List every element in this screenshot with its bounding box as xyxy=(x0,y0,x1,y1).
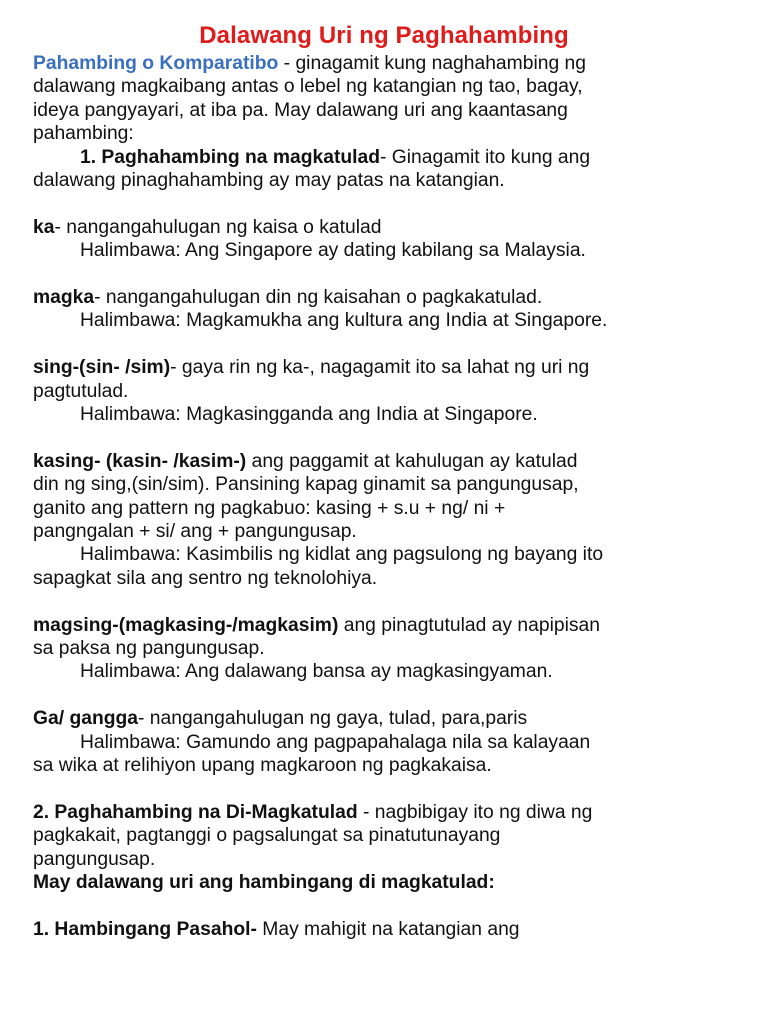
ka-desc: - nangangahulugan ng kaisa o katulad xyxy=(54,216,382,238)
magka-desc: - nangangahulugan din ng kaisahan o pagkakatulad. xyxy=(94,287,543,309)
intro-line-1 xyxy=(33,52,768,75)
intro-line-4: pahambing: xyxy=(33,123,134,145)
ka-term: ka xyxy=(33,216,55,238)
type2-subheading-text: May dalawang uri ang hambingang di magkatulad: xyxy=(33,872,495,894)
ga-example: Halimbawa: Gamundo ang pagpapahalaga nila sa kalayaan xyxy=(80,731,591,753)
magsing-desc: ang pinagtutulad ay napipisan xyxy=(338,614,600,636)
sing-term: sing-(sin- /sim) xyxy=(33,357,171,379)
spacer xyxy=(33,333,768,356)
ka-definition xyxy=(33,216,768,239)
ga-desc: - nangangahulugan ng gaya, tulad, para,paris xyxy=(138,708,528,730)
type2-text-1: - nagbibigay ito ng diwa ng xyxy=(357,801,593,823)
intro-text-1: - ginagamit kung naghahambing ng xyxy=(278,53,586,74)
intro-term: Pahambing o Komparatibo xyxy=(33,53,279,74)
spacer xyxy=(33,263,768,286)
type1-line-2: dalawang pinaghahambing ay may patas na katangian. xyxy=(33,170,505,192)
ga-definition xyxy=(33,707,768,730)
sing-line-2: pagtutulad. xyxy=(33,380,129,402)
spacer xyxy=(33,590,768,613)
kasing-line-4: pangngalan + si/ ang + pangungusap. xyxy=(33,521,357,543)
intro-line-3: ideya pangyayari, at iba pa. May dalawang uri ang kaantasang xyxy=(33,99,568,121)
sing-definition xyxy=(33,356,768,379)
pasahol-desc: May mahigit na katangian ang xyxy=(256,918,520,940)
ka-example: Halimbawa: Ang Singapore ay dating kabilang sa Malaysia. xyxy=(80,240,586,262)
pasahol-term: 1. Hambingang Pasahol- xyxy=(33,918,257,940)
kasing-desc: ang paggamit at kahulugan ay katulad xyxy=(246,450,578,472)
magsing-line-2: sa paksa ng pangungusap. xyxy=(33,638,265,660)
ga-example-2: sa wika at relihiyon upang magkaroon ng pagkakaisa. xyxy=(33,755,492,777)
type2-subheading xyxy=(33,871,768,894)
spacer xyxy=(33,778,768,801)
kasing-example-2: sapagkat sila ang sentro ng teknolohiya. xyxy=(33,567,378,589)
type1-heading: 1. Paghahambing na magkatulad xyxy=(80,146,380,168)
type2-heading-line xyxy=(33,801,768,824)
kasing-example: Halimbawa: Kasimbilis ng kidlat ang pagsulong ng bayang ito xyxy=(80,544,604,566)
type2-heading: 2. Paghahambing na Di-Magkatulad xyxy=(33,801,358,823)
sing-example: Halimbawa: Magkasingganda ang India at Singapore. xyxy=(80,404,538,426)
kasing-definition xyxy=(33,450,768,473)
type1-text-1: - Ginagamit ito kung ang xyxy=(380,146,591,168)
sing-desc: - gaya rin ng ka-, nagagamit ito sa lahat ng uri ng xyxy=(170,357,590,379)
magka-term: magka xyxy=(33,287,95,309)
intro-line-2: dalawang magkaibang antas o lebel ng katangian ng tao, bagay, xyxy=(33,76,583,98)
kasing-line-2: din ng sing,(sin/sim). Pansining kapag ginamit sa pangungusap, xyxy=(33,474,579,496)
spacer xyxy=(33,192,768,215)
magka-example: Halimbawa: Magkamukha ang kultura ang India at Singapore. xyxy=(80,310,608,332)
spacer xyxy=(33,426,768,449)
spacer xyxy=(33,684,768,707)
kasing-term: kasing- (kasin- /kasim-) xyxy=(33,450,247,472)
magka-definition xyxy=(33,286,768,309)
page-title: Dalawang Uri ng Paghahambing xyxy=(199,22,569,49)
magsing-example: Halimbawa: Ang dalawang bansa ay magkasingyaman. xyxy=(80,661,553,683)
spacer xyxy=(33,895,768,918)
type2-line-2: pagkakait, pagtanggi o pagsalungat sa pinatutunayang xyxy=(33,825,501,847)
pasahol-definition xyxy=(33,918,768,941)
type1-heading-line xyxy=(33,146,768,169)
ga-term-2: / gangga xyxy=(58,708,139,730)
kasing-line-3: ganito ang pattern ng pagkabuo: kasing + s.u + ng/ ni + xyxy=(33,497,506,519)
ga-term: Ga xyxy=(33,708,59,730)
magsing-term: magsing-(magkasing-/magkasim) xyxy=(33,614,339,636)
type2-line-3: pangungusap. xyxy=(33,848,156,870)
magsing-definition xyxy=(33,614,768,637)
